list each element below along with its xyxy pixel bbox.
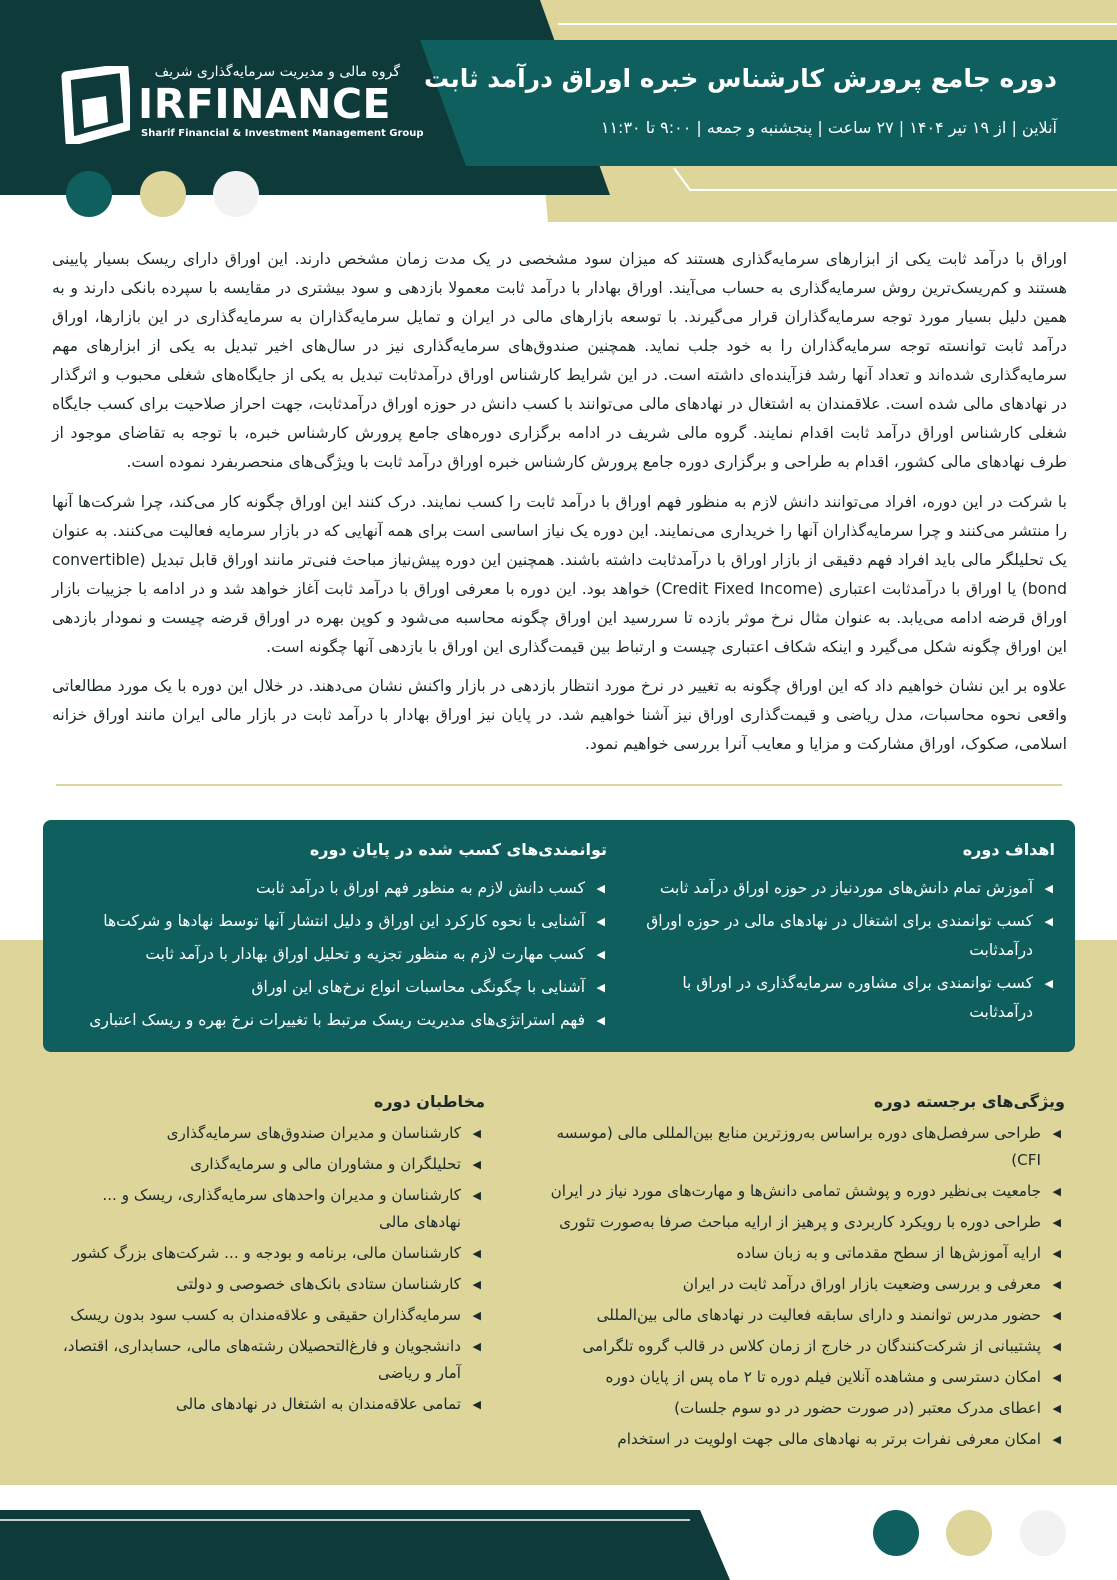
triangle-left-icon: ◀ xyxy=(1044,882,1053,895)
logo-wordmark: IRFINANCE xyxy=(138,80,392,128)
triangle-left-icon: ◀ xyxy=(1052,1371,1061,1384)
irfinance-logo-icon xyxy=(58,66,130,144)
triangle-left-icon: ◀ xyxy=(1052,1127,1061,1140)
triangle-left-icon: ◀ xyxy=(472,1309,481,1322)
list-item: ◀ کسب مهارت لازم به منظور تجزیه و تحلیل اوراق بهادار با درآمد ثابت xyxy=(59,940,607,969)
intro-paragraph-3: علاوه بر این نشان خواهیم داد که این اوراق چگونه به تغییر در نرخ مورد انتظار بازدهی در بازار واکنش نشان می‌دهند. در خلال این دوره با یک مورد مطالعاتی واقعی نحوه محاسبات، مدل ریاضی و قیمت‌گذاری اوراق نیز آشنا خواهیم شد. در پایان نیز اوراق بهادار با درآمد ثابت در بازار مالی ایران مانند اوراق خزانه اسلامی، صکوک، اوراق مشارکت و مزایا و معایب آنرا بررسی خواهیم نمود. xyxy=(52,677,1067,753)
list-item: ◀ کسب دانش لازم به منظور فهم اوراق با درآمد ثابت xyxy=(59,874,607,903)
list-item: ◀ معرفی و بررسی وضعیت بازار اوراق درآمد ثابت در ایران xyxy=(533,1271,1063,1298)
course-meta: آنلاین | از ۱۹ تیر ۱۴۰۴ | ۲۷ ساعت | پنجشنبه و جمعه | ۹:۰۰ تا ۱۱:۳۰ xyxy=(600,118,1057,137)
list-item: ◀ کسب توانمندی برای اشتغال در نهادهای مالی در حوزه اوراق درآمدثابت xyxy=(635,907,1055,965)
triangle-left-icon: ◀ xyxy=(596,1014,605,1027)
intro-paragraph-1: اوراق با درآمد ثابت یکی از ابزارهای سرمایه‌گذاری هستند که میزان سود مشخصی در یک مدت زمان مشخص دارند. این اوراق دارای ریسک بسیار پایینی هستند و کم‌ریسک‌ترین روش سرمایه‌گذاری به حساب می‌آیند. اوراق بهادار با درآمد ثابت معمولا بازدهی و سود بیشتری در مقایسه با سپرده بانکی دارند و به همین دلیل بسیار مورد توجه سرمایه‌گذاران قرار می‌گیرند. با توسعه بازارهای مالی در ایران و تمایل سرمایه‌گذاران به سرمایه‌گذاری در این بازارها، اوراق درآمد ثابت توانسته توجه سرمایه‌گذاران را به خود جلب نماید. همچنین صندوق‌های سرمایه‌گذاری نیز در سال‌های اخیر تبدیل به یکی از ابزارهای مهم سرمایه‌گذاری شده‌اند و تعداد آنها رشد فزآینده‌ای داشته است. در این شرایط کارشناس اوراق درآمدثابت تبدیل به یکی از جایگاه‌های شغلی محبوب و اثرگذار در نهادهای مالی شده است. علاقمندان به اشتغال در نهادهای مالی می‌توانند با کسب دانش در حوزه اوراق درآمدثابت، جهت احراز صلاحیت برای کسب جایگاه شغلی کارشناس اوراق درآمد ثابت اقدام نمایند. گروه مالی شریف در ادامه برگزاری دوره‌های جامع پرورش کارشناس خبره، با توجه به تقاضای موجود از طرف نهادهای مالی کشور، اقدام به طراحی و برگزاری دوره جامع پرورش کارشناس خبره اوراق درآمد ثابت با ویژگی‌های منحصربفرد نموده است. xyxy=(52,250,1067,471)
triangle-left-icon: ◀ xyxy=(1044,915,1053,928)
triangle-left-icon: ◀ xyxy=(1052,1278,1061,1291)
triangle-left-icon: ◀ xyxy=(1052,1247,1061,1260)
triangle-left-icon: ◀ xyxy=(596,948,605,961)
features-list xyxy=(533,1120,1063,1457)
triangle-left-icon: ◀ xyxy=(472,1189,481,1202)
list-item: ◀ کارشناسان و مدیران صندوق‌های سرمایه‌گذاری xyxy=(53,1120,483,1147)
list-item: ◀ فهم استراتژی‌های مدیریت ریسک مرتبط با تغییرات نرخ بهره و ریسک اعتباری xyxy=(59,1006,607,1035)
triangle-left-icon: ◀ xyxy=(1044,977,1053,990)
decor-dot-gray xyxy=(213,171,259,217)
list-item: ◀ حضور مدرس توانمند و دارای سابقه فعالیت در نهادهای مالی بین‌المللی xyxy=(533,1302,1063,1329)
list-item: ◀ تحلیلگران و مشاوران مالی و سرمایه‌گذاری xyxy=(53,1151,483,1178)
intro-paragraph-2: با شرکت در این دوره، افراد می‌توانند دانش لازم به منظور فهم اوراق با درآمد ثابت را کسب نمایند. درک کنند این اوراق چگونه کار می‌کند، چرا شرکت‌ها آنها را منتشر می‌کنند و چرا سرمایه‌گذاران آنها را خریداری می‌نمایند. این دوره یک نیاز اساسی است برای همه آنهایی که در بازار سرمایه فعالیت می‌کنند. به عنوان یک تحلیلگر مالی باید افراد فهم دقیقی از بازار اوراق با درآمدثابت داشته باشند. همچنین این دوره پیش‌نیاز مباحث فنی‌تر مانند اوراق قابل تبدیل (convertible bond) یا اوراق با درآمدثابت اعتباری (Credit Fixed Income) خواهد بود. این دوره با معرفی اوراق با درآمد ثابت آغاز خواهد شد و در ادامه با جزییات بازار اوراق قرضه ادامه می‌یابد. به عنوان مثال نرخ موثر بازده تا سررسید این اوراق چگونه محاسبه می‌شود و کوپن بهره در اوراق قرضه چیست و نمودار بازدهی این اوراق چگونه شکل می‌گیرد و اینکه شکاف اعتباری چیست و ارتباط بین قیمت‌گذاری این اوراق با بازدهی آنها چگونه است. xyxy=(52,493,1067,656)
triangle-left-icon: ◀ xyxy=(596,981,605,994)
list-item: ◀ کارشناسان مالی، برنامه و بودجه و ... شرکت‌های بزرگ کشور xyxy=(53,1240,483,1267)
triangle-left-icon: ◀ xyxy=(1052,1185,1061,1198)
triangle-left-icon: ◀ xyxy=(472,1340,481,1353)
triangle-left-icon: ◀ xyxy=(472,1278,481,1291)
section-divider xyxy=(56,784,1062,786)
triangle-left-icon: ◀ xyxy=(1052,1340,1061,1353)
footer-dot-gray xyxy=(1020,1510,1066,1556)
decor-dot-yellow xyxy=(140,171,186,217)
triangle-left-icon: ◀ xyxy=(472,1158,481,1171)
footer-dot-teal xyxy=(873,1510,919,1556)
features-title: ویژگی‌های برجسته دوره xyxy=(873,1092,1065,1111)
list-item: ◀ ارایه آموزش‌ها از سطح مقدماتی و به زبان ساده xyxy=(533,1240,1063,1267)
list-item: ◀ پشتیبانی از شرکت‌کنندگان در خارج از زمان کلاس در قالب گروه تلگرامی xyxy=(533,1333,1063,1360)
triangle-left-icon: ◀ xyxy=(472,1398,481,1411)
goals-list xyxy=(635,874,1055,1031)
logo-persian-name: گروه مالی و مدیریت سرمایه‌گذاری شریف xyxy=(154,64,400,80)
triangle-left-icon: ◀ xyxy=(1052,1309,1061,1322)
logo xyxy=(58,62,424,152)
list-item: ◀ جامعیت بی‌نظیر دوره و پوشش تمامی دانش‌ها و مهارت‌های مورد نیاز در ایران xyxy=(533,1178,1063,1205)
list-item: ◀ سرمایه‌گذاران حقیقی و علاقه‌مندان به کسب سود بدون ریسک xyxy=(53,1302,483,1329)
list-item: ◀ اعطای مدرک معتبر (در صورت حضور در دو سوم جلسات) xyxy=(533,1395,1063,1422)
triangle-left-icon: ◀ xyxy=(472,1247,481,1260)
list-item: ◀ آشنایی با نحوه کارکرد این اوراق و دلیل انتشار آنها توسط نهادها و شرکت‌ها xyxy=(59,907,607,936)
course-title: دوره جامع پرورش کارشناس خبره اوراق درآمد ثابت xyxy=(423,64,1057,93)
list-item: ◀ کسب توانمندی برای مشاوره سرمایه‌گذاری در اوراق با درآمدثابت xyxy=(635,969,1055,1027)
triangle-left-icon: ◀ xyxy=(1052,1216,1061,1229)
footer-dot-yellow xyxy=(946,1510,992,1556)
logo-english-name: Sharif Financial & Investment Management Group xyxy=(141,128,424,139)
list-item: ◀ طراحی دوره با رویکرد کاربردی و پرهیز از ارایه مباحث صرفا به‌صورت تئوری xyxy=(533,1209,1063,1236)
triangle-left-icon: ◀ xyxy=(472,1127,481,1140)
list-item: ◀ آموزش تمام دانش‌های موردنیاز در حوزه اوراق درآمد ثابت xyxy=(635,874,1055,903)
list-item: ◀ کارشناسان و مدیران واحدهای سرمایه‌گذاری، ریسک و ... نهادهای مالی xyxy=(53,1182,483,1236)
list-item: ◀ طراحی سرفصل‌های دوره براساس به‌روزترین منابع بین‌المللی مالی (موسسه CFI) xyxy=(533,1120,1063,1174)
audience-title: مخاطبان دوره xyxy=(373,1092,485,1111)
list-item: ◀ امکان معرفی نفرات برتر به نهادهای مالی جهت اولویت در استخدام xyxy=(533,1426,1063,1453)
triangle-left-icon: ◀ xyxy=(1052,1402,1061,1415)
audience-list xyxy=(53,1120,483,1422)
list-item: ◀ کارشناسان ستادی بانک‌های خصوصی و دولتی xyxy=(53,1271,483,1298)
triangle-left-icon: ◀ xyxy=(596,915,605,928)
abilities-list xyxy=(59,874,607,1039)
list-item: ◀ امکان دسترسی و مشاهده آنلاین فیلم دوره تا ۲ ماه پس از پایان دوره xyxy=(533,1364,1063,1391)
goals-title: اهداف دوره xyxy=(962,840,1055,859)
triangle-left-icon: ◀ xyxy=(596,882,605,895)
list-item: ◀ تمامی علاقه‌مندان به اشتغال در نهادهای مالی xyxy=(53,1391,483,1418)
goals-abilities-box xyxy=(43,820,1075,1052)
list-item: ◀ دانشجویان و فارغ‌التحصیلان رشته‌های مالی، حسابداری، اقتصاد، آمار و ریاضی xyxy=(53,1333,483,1387)
list-item: ◀ آشنایی با چگونگی محاسبات انواع نرخ‌های این اوراق xyxy=(59,973,607,1002)
decor-dot-teal xyxy=(66,171,112,217)
triangle-left-icon: ◀ xyxy=(1052,1433,1061,1446)
abilities-title: توانمندی‌های کسب شده در پایان دوره xyxy=(309,840,607,859)
